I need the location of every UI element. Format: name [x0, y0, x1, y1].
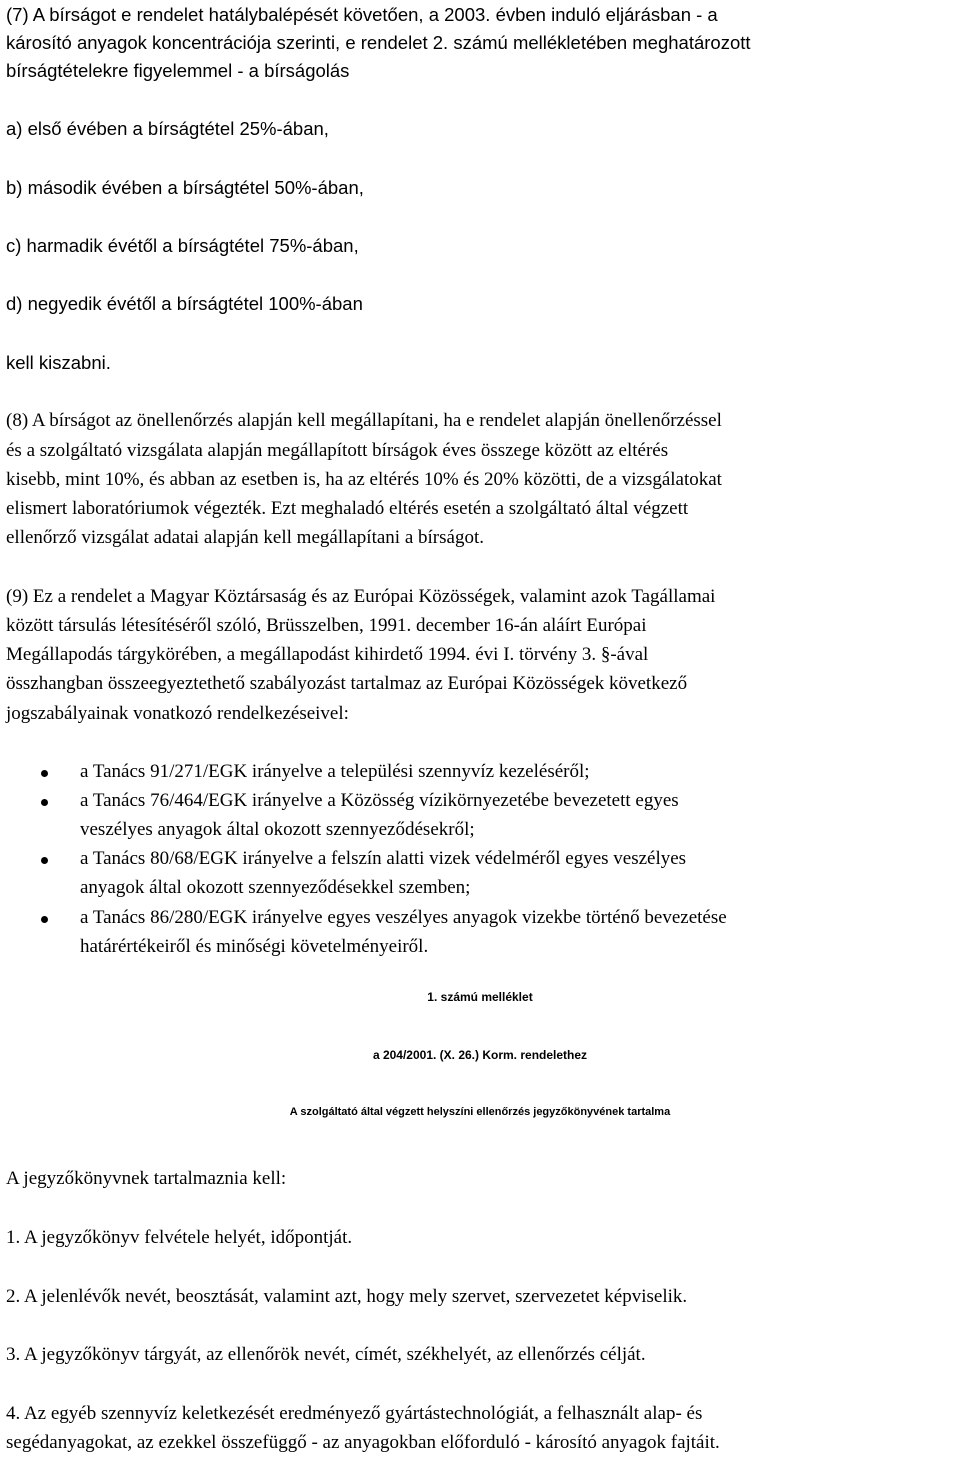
- annex-title: 1. számú melléklet: [427, 990, 533, 1004]
- fine-schedule-item: c) harmadik évétől a bírságtétel 75%-ában,: [6, 235, 359, 256]
- list-item-line: veszélyes anyagok által okozott szennyeződésekről;: [80, 819, 475, 840]
- annex-item-continuation: segédanyagokat, az ezekkel összefüggő - az anyagokban előforduló - károsító anyagok fajtáit.: [6, 1432, 720, 1453]
- annex-item: 1. A jegyzőkönyv felvétele helyét, időpontját.: [6, 1227, 353, 1248]
- paragraph-7-line: (7) A bírságot e rendelet hatálybalépését követően, a 2003. évben induló eljárásban - a: [6, 4, 718, 25]
- fine-schedule-item: b) második évében a bírságtétel 50%-ában,: [6, 177, 364, 198]
- paragraph-8-line: kisebb, mint 10%, és abban az esetben is, ha az eltérés 10% és 20% közötti, de a vizsgálatokat: [6, 469, 722, 490]
- fine-schedule-item: d) negyedik évétől a bírságtétel 100%-ában: [6, 293, 363, 314]
- paragraph-9-line: összhangban összeegyeztethető szabályozást tartalmaz az Európai Közösségek következő: [6, 673, 688, 694]
- annex-subtitle: a 204/2001. (X. 26.) Korm. rendelethez: [372, 1048, 588, 1062]
- annex-item: 2. A jelenlévők nevét, beosztását, valamint azt, hogy mely szervet, szervezetet képviselik.: [6, 1286, 688, 1307]
- paragraph-8-line: és a szolgáltató vizsgálata alapján megállapított bírságok éves összege között az eltérés: [6, 440, 669, 461]
- bullet-icon: [41, 770, 48, 777]
- annex-intro: A jegyzőkönyvnek tartalmaznia kell:: [6, 1168, 287, 1189]
- annex-heading: A szolgáltató által végzett helyszíni ellenőrzés jegyzőkönyvének tartalma: [289, 1106, 671, 1118]
- list-item-line: a Tanács 91/271/EGK irányelve a települési szennyvíz kezeléséről;: [80, 761, 590, 782]
- bullet-icon: [41, 916, 48, 923]
- annex-item: 4. Az egyéb szennyvíz keletkezését eredményező gyártástechnológiát, a felhasznált alap- és: [6, 1403, 703, 1424]
- paragraph-8-line: elismert laboratóriumok végezték. Ezt meghaladó eltérés esetén a szolgáltató által végzett: [6, 498, 689, 519]
- annex-item: 3. A jegyzőkönyv tárgyát, az ellenőrök nevét, címét, székhelyét, az ellenőrzés célját.: [6, 1344, 646, 1365]
- list-item-line: a Tanács 76/464/EGK irányelve a Közösség vízikörnyezetébe bevezetett egyes: [80, 790, 679, 811]
- list-item-line: anyagok által okozott szennyeződésekkel szemben;: [80, 877, 471, 898]
- bullet-icon: [41, 799, 48, 806]
- paragraph-7-closing: kell kiszabni.: [6, 352, 111, 373]
- paragraph-9-line: között társulás létesítéséről szóló, Brüsszelben, 1991. december 16-án aláírt Európai: [6, 615, 647, 636]
- bullet-icon: [41, 857, 48, 864]
- list-item-line: a Tanács 80/68/EGK irányelve a felszín alatti vizek védelméről egyes veszélyes: [80, 848, 687, 869]
- paragraph-7-line: károsító anyagok koncentrációja szerinti, e rendelet 2. számú mellékletében meghatározott: [6, 32, 751, 53]
- paragraph-9-line: Megállapodás tárgykörében, a megállapodást kihirdető 1994. évi I. törvény 3. §-ával: [6, 644, 649, 665]
- list-item-line: határértékeiről és minőségi követelményeiről.: [80, 936, 429, 957]
- paragraph-7-line: bírságtételekre figyelemmel - a bírságolás: [6, 60, 350, 81]
- list-item-line: a Tanács 86/280/EGK irányelve egyes veszélyes anyagok vizekbe történő bevezetése: [80, 907, 727, 928]
- paragraph-9-line: jogszabályainak vonatkozó rendelkezéseivel:: [6, 703, 349, 724]
- fine-schedule-item: a) első évében a bírságtétel 25%-ában,: [6, 118, 329, 139]
- paragraph-8-line: ellenőrző vizsgálat adatai alapján kell megállapítani a bírságot.: [6, 527, 484, 548]
- paragraph-8-line: (8) A bírságot az önellenőrzés alapján kell megállapítani, ha e rendelet alapján önellenőrzéssel: [6, 410, 722, 431]
- paragraph-9-line: (9) Ez a rendelet a Magyar Köztársaság és az Európai Közösségek, valamint azok Tagállamai: [6, 586, 716, 607]
